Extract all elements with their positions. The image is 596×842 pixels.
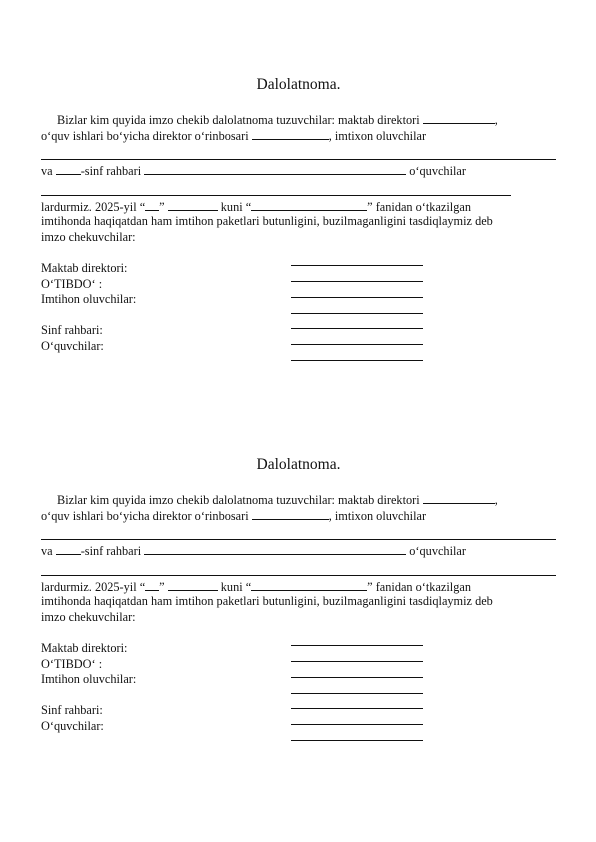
paragraph-line-4: [41, 199, 556, 215]
class-number-blank[interactable]: [56, 163, 81, 175]
class-teacher-name-blank[interactable]: [144, 163, 406, 175]
day-blank[interactable]: [145, 579, 159, 591]
text-segment: , imtixon oluvchilar: [328, 128, 427, 143]
signature-line[interactable]: [291, 313, 423, 314]
text-segment: o‘quv ishlari bo‘yicha direktor o‘rinbosari: [41, 128, 252, 143]
deputy-name-blank[interactable]: [252, 508, 329, 520]
signer-label-deputy: O‘TIBDO‘ :: [41, 656, 103, 671]
act-block-2: [41, 456, 556, 753]
text-segment: ”: [159, 579, 168, 594]
text-segment: lardurmiz. 2025-yil “: [41, 199, 146, 214]
director-name-blank[interactable]: [423, 112, 495, 124]
signature-line[interactable]: [291, 328, 423, 329]
signer-label-director: Maktab direktori:: [41, 261, 128, 275]
signature-line[interactable]: [291, 360, 423, 361]
students-names-blank[interactable]: [41, 179, 511, 196]
signature-line[interactable]: [291, 645, 423, 646]
paragraph-line-1: [41, 112, 556, 128]
signature-section: [41, 641, 556, 753]
text-segment: , imtixon oluvchilar: [328, 508, 427, 523]
text-segment: o‘quv ishlari bo‘yicha direktor o‘rinbosari: [41, 508, 252, 523]
text-segment: Bizlar kim quyida imzo chekib dalolatnoma tuzuvchilar: maktab direktori: [57, 493, 423, 507]
signature-line[interactable]: [291, 281, 423, 282]
text-segment: -sinf rahbari: [80, 544, 145, 558]
paragraph-line-2: [41, 508, 556, 524]
text-segment: -sinf rahbari: [80, 164, 145, 178]
text-segment: kuni “: [217, 199, 252, 214]
signature-line[interactable]: [291, 344, 423, 345]
day-blank[interactable]: [145, 199, 159, 211]
subject-blank[interactable]: [251, 579, 367, 591]
text-segment: ”: [159, 199, 168, 214]
signature-line[interactable]: [291, 724, 423, 725]
signer-label-examiners: Imtihon oluvchilar:: [41, 672, 137, 686]
director-name-blank[interactable]: [423, 492, 495, 504]
examiners-names-blank[interactable]: [41, 523, 556, 540]
examiners-names-blank[interactable]: [41, 143, 556, 160]
signature-line[interactable]: [291, 740, 423, 741]
text-segment: o‘quvchilar: [406, 544, 466, 558]
signer-label-director: Maktab direktori:: [41, 641, 128, 655]
signature-line[interactable]: [291, 677, 423, 678]
act-title: Dalolatnoma.: [256, 456, 341, 473]
paragraph-line-6: imzo chekuvchilar:: [41, 609, 136, 624]
paragraph-line-2: [41, 128, 556, 144]
subject-blank[interactable]: [251, 199, 367, 211]
text-segment: lardurmiz. 2025-yil “: [41, 579, 146, 594]
text-segment: o‘quvchilar: [406, 164, 466, 178]
text-segment: Bizlar kim quyida imzo chekib dalolatnoma tuzuvchilar: maktab direktori: [57, 113, 423, 127]
signer-label-students: O‘quvchilar:: [41, 718, 104, 733]
month-blank[interactable]: [168, 579, 218, 591]
class-number-blank[interactable]: [56, 543, 81, 555]
text-segment: ” fanidan o‘tkazilgan: [367, 579, 471, 594]
signer-label-class-teacher: Sinf rahbari:: [41, 703, 103, 717]
text-segment: va: [41, 164, 56, 178]
act-title: Dalolatnoma.: [256, 76, 341, 93]
signer-label-students: O‘quvchilar:: [41, 338, 104, 353]
text-segment: ,: [494, 493, 498, 507]
act-block-1: [41, 76, 556, 373]
month-blank[interactable]: [168, 199, 218, 211]
paragraph-line-5: imtihonda haqiqatdan ham imtihon paketlari butunligini, buzilmaganligini tasdiqlaymiz deb: [41, 594, 493, 608]
signer-label-examiners: Imtihon oluvchilar:: [41, 292, 137, 306]
signature-line[interactable]: [291, 708, 423, 709]
signature-section: [41, 261, 556, 373]
paragraph-line-5: imtihonda haqiqatdan ham imtihon paketlari butunligini, buzilmaganligini tasdiqlaymiz deb: [41, 214, 493, 228]
text-segment: va: [41, 544, 56, 558]
signature-line[interactable]: [291, 661, 423, 662]
signature-line[interactable]: [291, 297, 423, 298]
paragraph-line-3: [41, 543, 556, 559]
paragraph-line-1: [41, 492, 556, 508]
paragraph-line-4: [41, 579, 556, 595]
paragraph-line-6: imzo chekuvchilar:: [41, 229, 136, 244]
deputy-name-blank[interactable]: [252, 128, 329, 140]
text-segment: ” fanidan o‘tkazilgan: [367, 199, 471, 214]
signature-line[interactable]: [291, 265, 423, 266]
text-segment: ,: [494, 113, 498, 127]
signature-line[interactable]: [291, 693, 423, 694]
signer-label-class-teacher: Sinf rahbari:: [41, 323, 103, 337]
paragraph-line-3: [41, 163, 556, 179]
students-names-blank[interactable]: [41, 559, 556, 576]
signer-label-deputy: O‘TIBDO‘ :: [41, 276, 103, 291]
text-segment: kuni “: [217, 579, 252, 594]
class-teacher-name-blank[interactable]: [144, 543, 406, 555]
